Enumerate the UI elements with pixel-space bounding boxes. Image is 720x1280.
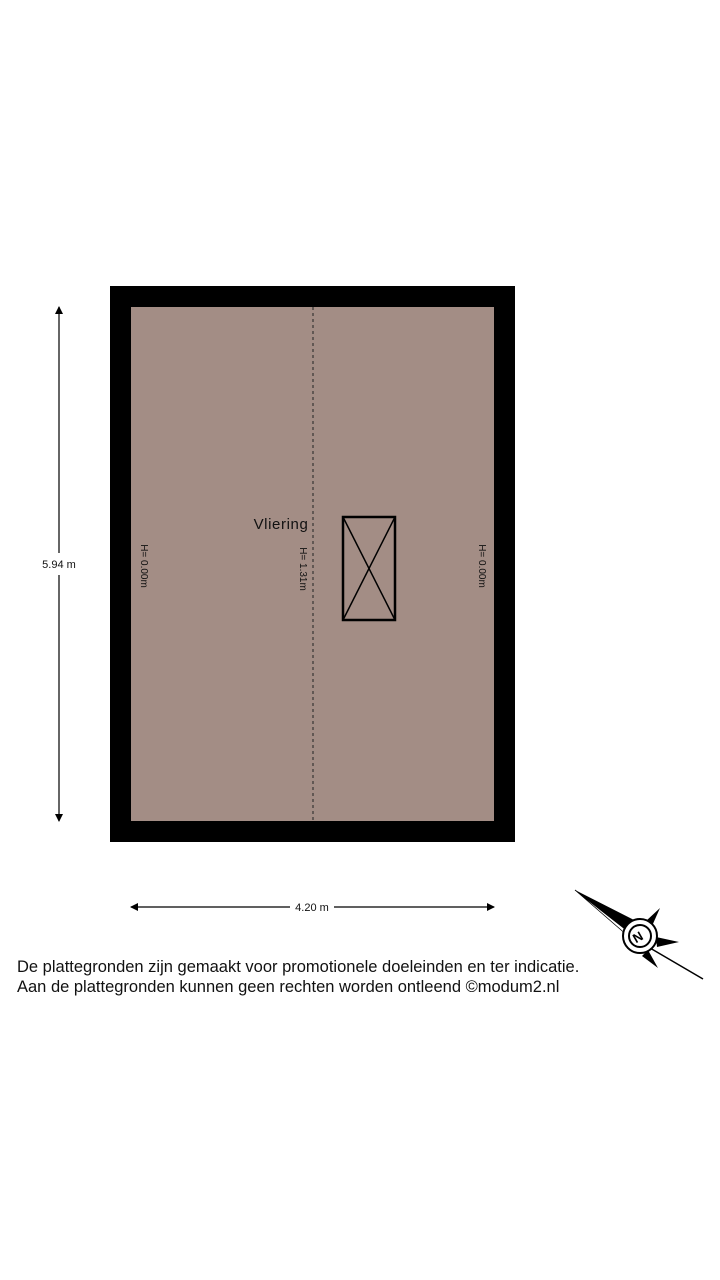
height-label-right: H= 0.00m: [476, 544, 487, 588]
height-dimension: [42, 307, 76, 821]
room-label: Vliering: [253, 516, 309, 533]
floor-area: [131, 307, 494, 821]
height-label-center: H= 1.31m: [297, 547, 308, 591]
width-dimension-label: 4.20 m: [295, 902, 329, 914]
height-label-left: H= 0.00m: [138, 544, 149, 588]
disclaimer-line-2: Aan de plattegronden kunnen geen rechten worden ontleend ©modum2.nl: [17, 978, 560, 996]
disclaimer: [17, 957, 717, 997]
height-dimension-label: 5.94 m: [42, 559, 76, 571]
width-dimension: [131, 902, 494, 914]
disclaimer-line-1: De plattegronden zijn gemaakt voor promotionele doeleinden en ter indicatie.: [17, 958, 580, 976]
compass-north-label: N: [629, 928, 646, 946]
